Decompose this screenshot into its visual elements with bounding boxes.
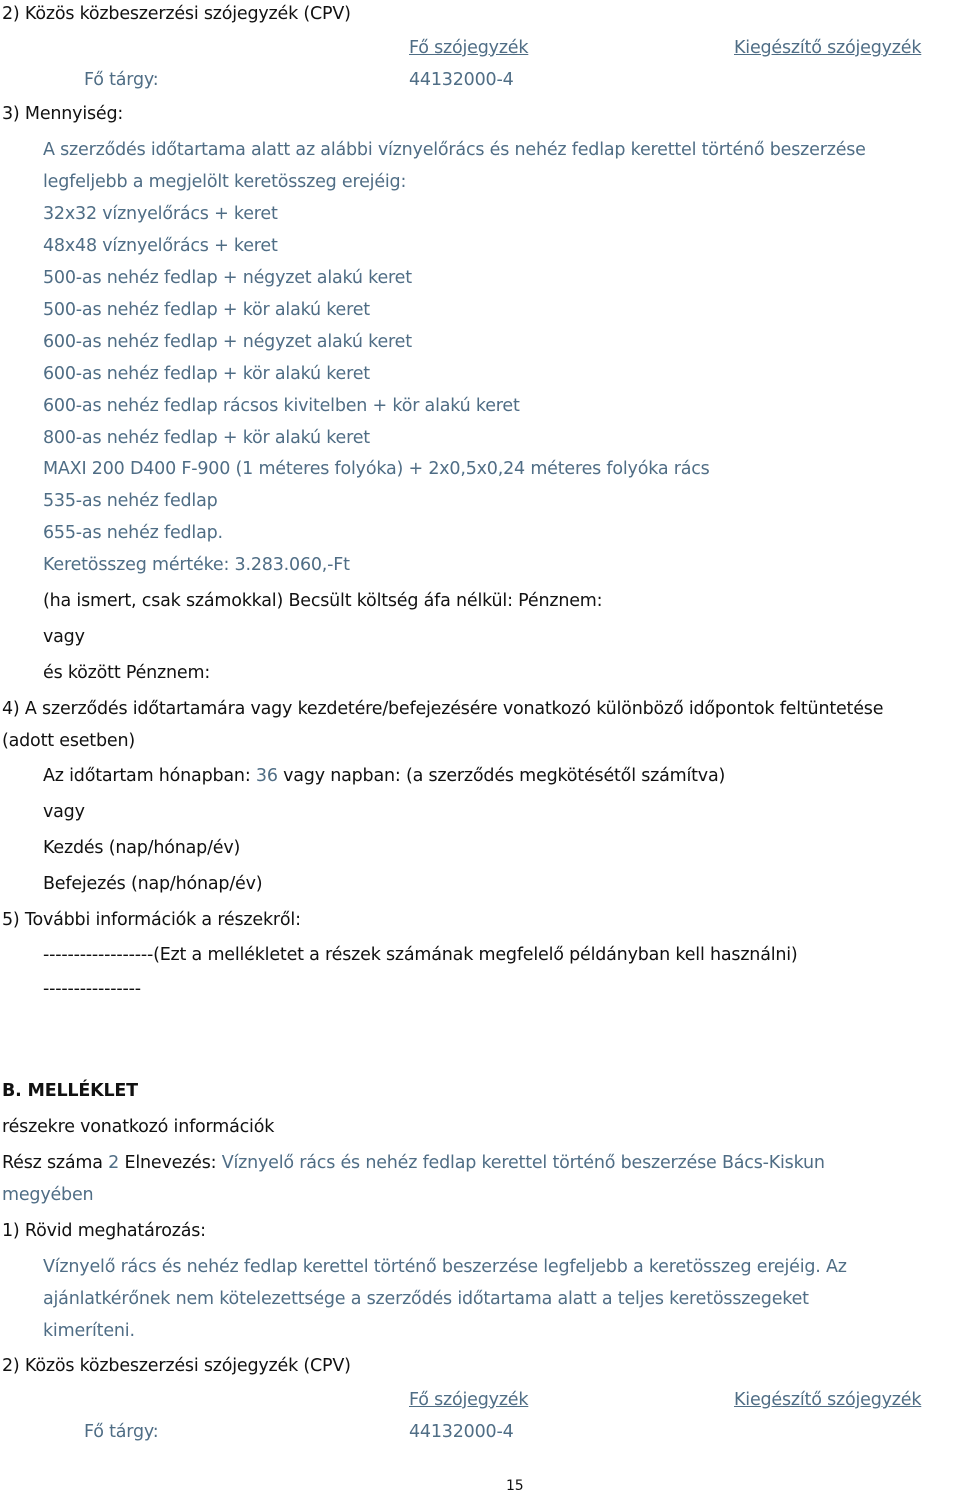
list-item: 655-as nehéz fedlap. [43, 523, 223, 543]
cpv-heading: 2) Közös közbeszerzési szójegyzék (CPV) [2, 1356, 351, 1376]
quantity-intro-line-1: A szerződés időtartama alatt az alábbi víznyelőrács és nehéz fedlap kerettel történő beszerzése [43, 140, 866, 160]
part-number: 2 [108, 1153, 120, 1173]
quantity-intro-line-2: legfeljebb a megjelölt keretösszeg erejéig: [43, 172, 407, 192]
duration-heading-line-1: 4) A szerződés időtartamára vagy kezdetére/befejezésére vonatkozó különböző időpontok feltüntetése [2, 699, 884, 719]
annex-title: B. MELLÉKLET [2, 1081, 138, 1101]
separator-dashes: ---------------- [43, 979, 141, 999]
parts-info-heading: 5) További információk a részekről: [2, 910, 301, 930]
duration-suffix: vagy napban: (a szerződés megkötésétől számítva) [277, 766, 726, 786]
list-item: 600-as nehéz fedlap rácsos kivitelben + kör alakú keret [43, 396, 520, 416]
duration-prefix: Az időtartam hónapban: [43, 766, 256, 786]
main-object-label: Fő tárgy: [84, 1422, 159, 1442]
list-item: 48x48 víznyelőrács + keret [43, 236, 278, 256]
part-name-line-2: megyében [2, 1185, 94, 1205]
list-item: 600-as nehéz fedlap + négyzet alakú keret [43, 332, 412, 352]
quantity-heading: 3) Mennyiség: [2, 104, 124, 124]
short-description-heading: 1) Rövid meghatározás: [2, 1221, 206, 1241]
main-vocabulary-link[interactable]: Fő szójegyzék [409, 1390, 529, 1410]
annex-usage-note: ------------------(Ezt a mellékletet a részek számának megfelelő példányban kell használni) [43, 945, 798, 965]
main-vocabulary-link[interactable]: Fő szójegyzék [409, 38, 529, 58]
duration-heading-line-2: (adott esetben) [2, 731, 135, 751]
list-item: 600-as nehéz fedlap + kör alakú keret [43, 364, 370, 384]
cpv-heading: 2) Közös közbeszerzési szójegyzék (CPV) [2, 4, 351, 24]
main-object-code: 44132000-4 [409, 70, 514, 90]
between-currency: és között Pénznem: [43, 663, 211, 683]
part-name-value: Víznyelő rács és nehéz fedlap kerettel történő beszerzése Bács-Kiskun [221, 1153, 825, 1173]
list-item: 500-as nehéz fedlap + kör alakú keret [43, 300, 370, 320]
page-number: 15 [506, 1478, 524, 1494]
duration-line [43, 765, 725, 787]
main-object-code: 44132000-4 [409, 1422, 514, 1442]
short-description-line-1: Víznyelő rács és nehéz fedlap kerettel történő beszerzése legfeljebb a keretösszeg erejéig. Az [43, 1257, 847, 1277]
list-item: MAXI 200 D400 F-900 (1 méteres folyóka) + 2x0,5x0,24 méteres folyóka rács [43, 459, 710, 479]
annex-subtitle: részekre vonatkozó információk [2, 1117, 275, 1137]
list-item: 500-as nehéz fedlap + négyzet alakú keret [43, 268, 412, 288]
part-name-line-1 [2, 1152, 825, 1174]
end-date: Befejezés (nap/hónap/év) [43, 874, 263, 894]
name-label: Elnevezés: [119, 1153, 222, 1173]
list-item: 535-as nehéz fedlap [43, 491, 218, 511]
estimated-cost: (ha ismert, csak számokkal) Becsült költség áfa nélkül: Pénznem: [43, 591, 603, 611]
list-item: 32x32 víznyelőrács + keret [43, 204, 278, 224]
start-date: Kezdés (nap/hónap/év) [43, 838, 241, 858]
main-object-label: Fő tárgy: [84, 70, 159, 90]
supplementary-vocabulary-link[interactable]: Kiegészítő szójegyzék [734, 38, 922, 58]
framework-amount: Keretösszeg mértéke: 3.283.060,-Ft [43, 555, 350, 575]
part-label: Rész száma [2, 1153, 109, 1173]
short-description-line-2: ajánlatkérőnek nem kötelezettsége a szerződés időtartama alatt a teljes keretösszegeket [43, 1289, 809, 1309]
or-text: vagy [43, 627, 85, 647]
supplementary-vocabulary-link[interactable]: Kiegészítő szójegyzék [734, 1390, 922, 1410]
duration-months: 36 [255, 766, 278, 786]
or-text: vagy [43, 802, 85, 822]
list-item: 800-as nehéz fedlap + kör alakú keret [43, 428, 370, 448]
short-description-line-3: kimeríteni. [43, 1321, 135, 1341]
